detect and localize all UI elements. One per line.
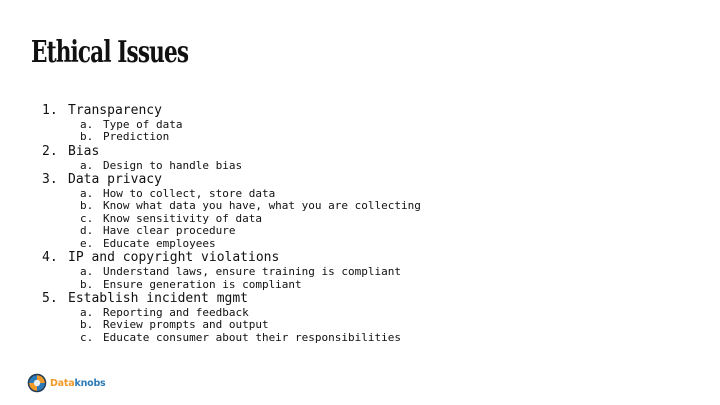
dataknobs-logo-icon <box>27 373 47 393</box>
outline-subitem-letter: b. <box>80 318 94 332</box>
outline-item-number: 2. <box>42 143 58 159</box>
outline-subitem <box>80 279 421 292</box>
outline-item-row <box>42 103 421 119</box>
outline-subitem-letter: c. <box>80 211 94 225</box>
outline-item-number: 4. <box>42 250 58 266</box>
outline-item-row <box>42 172 421 188</box>
outline-subitem-letter: c. <box>80 330 94 344</box>
outline-subitem-letter: a. <box>80 305 94 319</box>
outline-subitem-text: Prediction <box>103 130 170 144</box>
dataknobs-logo <box>27 372 106 394</box>
outline-subitem-text: Have clear procedure <box>103 224 236 238</box>
outline-item-row <box>42 144 421 160</box>
outline-subitem-text: Know sensitivity of data <box>103 211 262 225</box>
outline-item <box>42 291 421 344</box>
outline-subitem-letter: a. <box>80 117 94 131</box>
outline-subitem-letter: e. <box>80 236 94 250</box>
outline-item-number: 1. <box>42 103 58 118</box>
outline-sublist <box>42 119 421 144</box>
outline-subitem <box>80 131 421 144</box>
outline-item <box>42 172 421 250</box>
outline-item-number: 5. <box>42 291 58 307</box>
outline-subitem <box>80 160 421 173</box>
outline-item <box>42 144 421 172</box>
outline-subitem-text: Review prompts and output <box>103 318 269 332</box>
outline-subitem-text: Type of data <box>103 117 183 131</box>
outline-item-text: Establish incident mgmt <box>68 291 249 307</box>
outline-item-text: Data privacy <box>68 172 162 188</box>
outline-subitem-text: Educate employees <box>103 236 216 250</box>
outline-item-row <box>42 250 421 266</box>
outline-subitem <box>80 238 421 251</box>
outline-subitem-letter: a. <box>80 158 94 172</box>
numbered-outline <box>42 103 421 344</box>
logo-text-knobs: knobs <box>74 377 106 389</box>
outline-item-row <box>42 291 421 307</box>
outline-item-text: Transparency <box>68 103 162 118</box>
outline-subitem-text: Design to handle bias <box>103 158 243 172</box>
outline-subitem-text: Educate consumer about their responsibilities <box>103 330 402 344</box>
outline-item-text: Bias <box>68 143 100 159</box>
outline-subitem-letter: a. <box>80 265 94 279</box>
slide-title: Ethical Issues <box>31 35 189 70</box>
outline-subitem-text: Understand laws, ensure training is compliant <box>103 265 402 279</box>
outline-sublist <box>42 188 421 251</box>
outline-subitem <box>80 332 421 345</box>
outline-subitem-letter: a. <box>80 186 94 200</box>
outline-sublist <box>42 160 421 173</box>
outline-subitem-text: Know what data you have, what you are collecting <box>103 199 421 213</box>
outline-subitem-text: Ensure generation is compliant <box>103 277 302 291</box>
outline-subitem-letter: d. <box>80 224 94 238</box>
outline-item-text: IP and copyright violations <box>68 250 280 266</box>
outline-subitem-text: Reporting and feedback <box>103 305 249 319</box>
outline-item-number: 3. <box>42 172 58 188</box>
outline-item <box>42 250 421 291</box>
outline-item <box>42 103 421 144</box>
outline-subitem-letter: b. <box>80 130 94 144</box>
outline-subitem-letter: b. <box>80 199 94 213</box>
outline-sublist <box>42 266 421 291</box>
outline-sublist <box>42 307 421 345</box>
outline-subitem-letter: b. <box>80 277 94 291</box>
logo-wordmark <box>50 378 106 389</box>
outline-subitem-text: How to collect, store data <box>103 186 276 200</box>
logo-text-data: Data <box>50 377 75 389</box>
